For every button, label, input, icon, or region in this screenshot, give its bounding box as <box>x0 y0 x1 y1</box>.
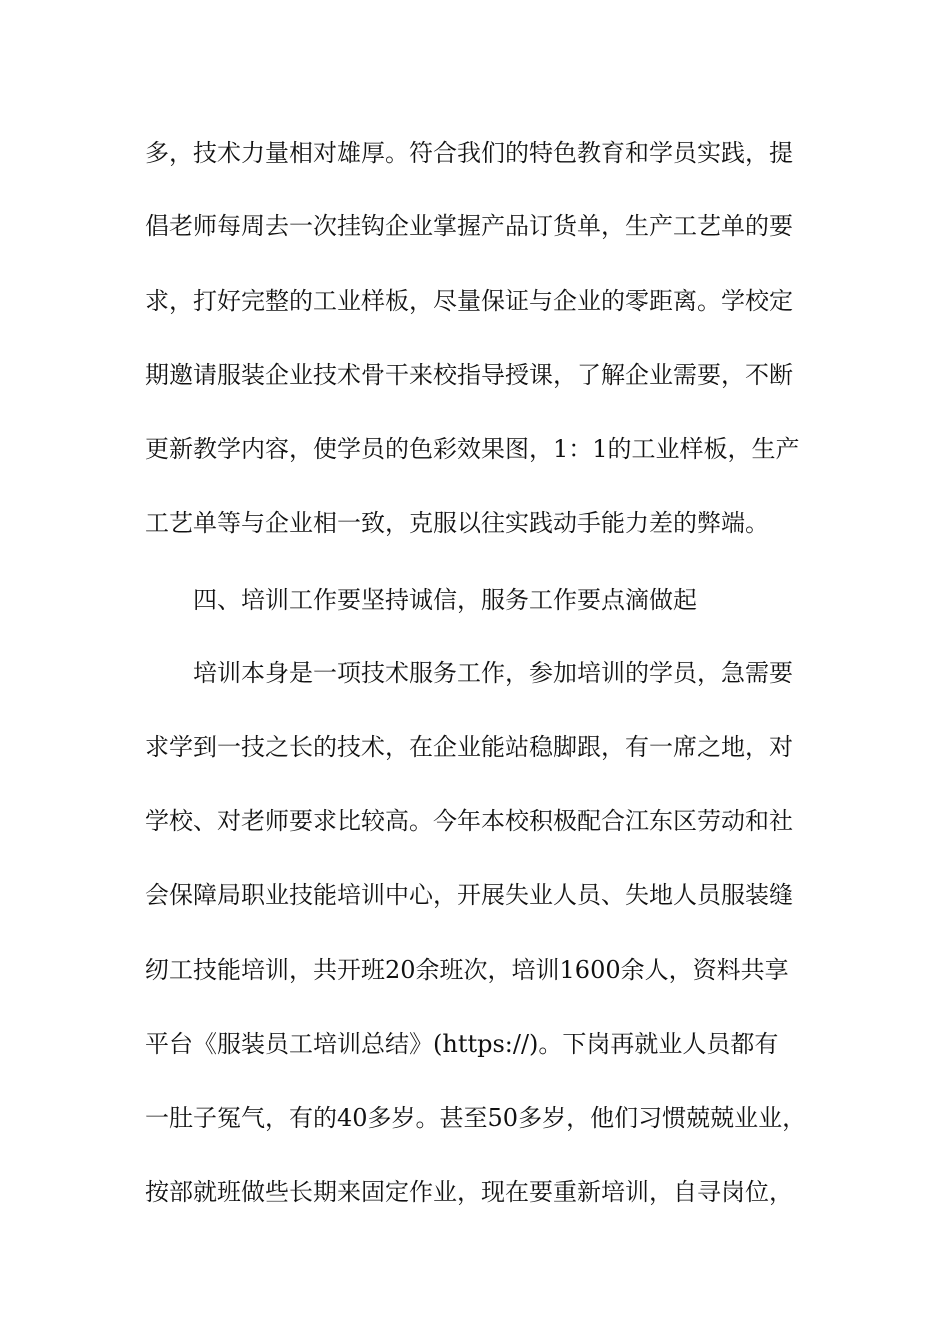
text-line-9: 求学到一技之长的技术，在企业能站稳脚跟，有一席之地，对 <box>145 733 793 761</box>
text-line-11: 会保障局职业技能培训中心，开展失业人员、失地人员服装缝 <box>145 881 793 909</box>
section-heading: 四、培训工作要坚持诚信，服务工作要点滴做起 <box>193 586 697 614</box>
text-line-14: 一肚子冤气，有的40多岁。甚至50多岁，他们习惯兢兢业业， <box>145 1104 807 1132</box>
text-line-15: 按部就班做些长期来固定作业，现在要重新培训，自寻岗位， <box>145 1178 793 1206</box>
text-line-1: 多，技术力量相对雄厚。符合我们的特色教育和学员实践，提 <box>145 139 793 167</box>
text-line-6: 工艺单等与企业相一致，克服以往实践动手能力差的弊端。 <box>145 509 769 537</box>
text-line-10: 学校、对老师要求比较高。今年本校积极配合江东区劳动和社 <box>145 807 793 835</box>
text-line-13: 平台《服装员工培训总结》(https://)。下岗再就业人员都有 <box>145 1030 779 1058</box>
text-line-3: 求，打好完整的工业样板，尽量保证与企业的零距离。学校定 <box>145 287 793 315</box>
text-line-2: 倡老师每周去一次挂钩企业掌握产品订货单，生产工艺单的要 <box>145 212 793 240</box>
text-line-5: 更新教学内容，使学员的色彩效果图，1：1的工业样板，生产 <box>145 435 800 463</box>
text-line-8: 培训本身是一项技术服务工作，参加培训的学员，急需要 <box>193 659 793 687</box>
text-line-12: 纫工技能培训，共开班20余班次，培训1600余人，资料共享 <box>145 956 789 984</box>
text-line-4: 期邀请服装企业技术骨干来校指导授课，了解企业需要，不断 <box>145 361 793 389</box>
